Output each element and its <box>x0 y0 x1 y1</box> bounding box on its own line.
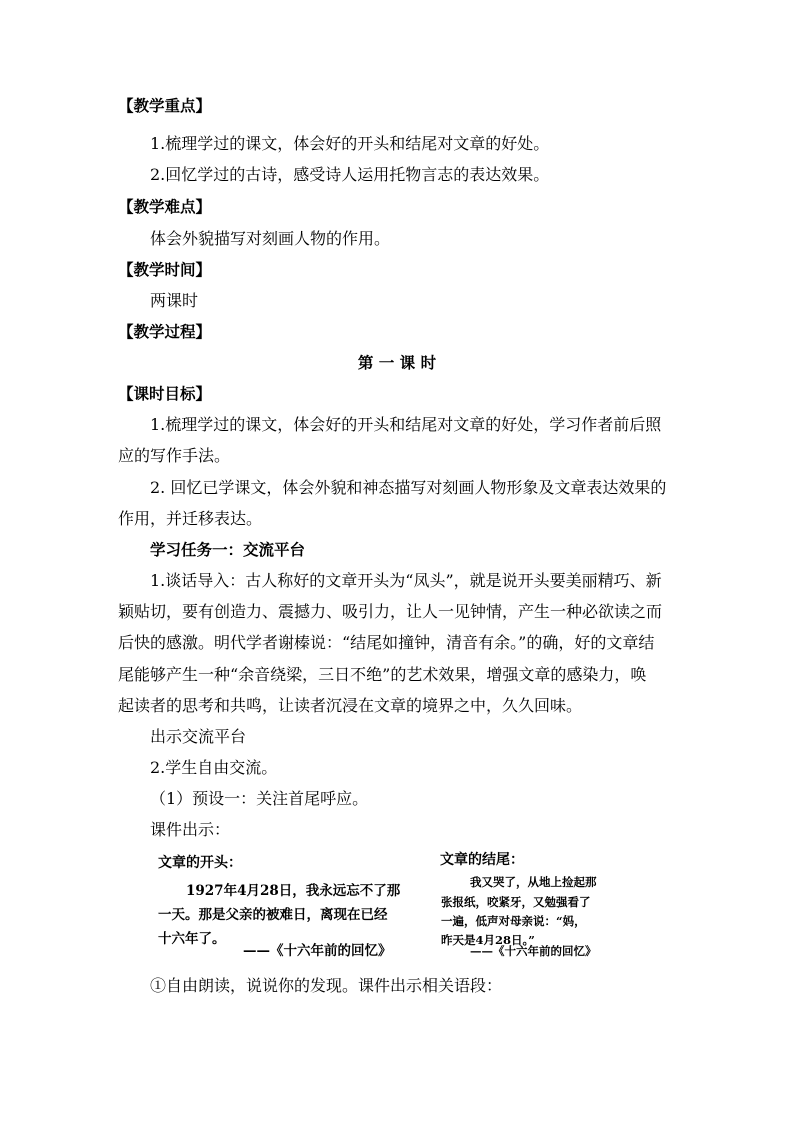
task1-heading: 学习任务一：交流平台 <box>150 541 306 559</box>
key-points-heading: 【教学重点】 <box>118 97 212 115</box>
courseware-show: 课件出示： <box>150 820 231 839</box>
slide-opening-line-2: 一天。那是父亲的被难日，离现在已经 <box>158 907 388 923</box>
slide-ending-line-4: 昨天是4月28日。” <box>441 933 535 947</box>
task1-para-line-2: 颖贴切，要有创造力、震撼力、吸引力，让人一见钟情，产生一种必欲读之而 <box>118 602 663 621</box>
key-point-1: 1.梳理学过的课文，体会好的开头和结尾对文章的好处。 <box>150 134 550 153</box>
time-text: 两课时 <box>150 291 199 310</box>
difficulty-text: 体会外貌描写对刻画人物的作用。 <box>150 229 391 248</box>
slide-opening-line-3: 十六年了。 <box>158 931 226 947</box>
goals-heading: 【课时目标】 <box>118 385 212 403</box>
slide-ending-line-2: 张报纸，咬紧牙，又勉强看了 <box>441 895 591 909</box>
goal-2-line-1: 2. 回忆已学课文，体会外貌和神态描写对刻画人物形象及文章表达效果的 <box>150 478 667 497</box>
task1-para-line-4: 尾能够产生一种“余音绕梁，三日不绝”的艺术效果，增强文章的感染力，唤 <box>118 665 647 684</box>
goal-1-line-1: 1.梳理学过的课文，体会好的开头和结尾对文章的好处，学习作者前后照 <box>150 415 662 434</box>
time-heading: 【教学时间】 <box>118 261 212 279</box>
slide-opening-title: 文章的开头： <box>158 855 242 871</box>
slide-ending-line-3: 一遍，低声对母亲说：“妈， <box>441 914 586 928</box>
key-point-2: 2.回忆学过的古诗，感受诗人运用托物言志的表达效果。 <box>150 165 550 184</box>
preset-1: （1）预设一：关注首尾呼应。 <box>150 789 369 808</box>
after-slide-instruction: ①自由朗读，说说你的发现。课件出示相关语段： <box>150 976 503 995</box>
task1-para-line-5: 起读者的思考和共鸣，让读者沉浸在文章的境界之中，久久回味。 <box>118 696 583 715</box>
task1-para-line-3: 后快的感激。明代学者谢榛说：“结尾如撞钟，清音有余。”的确，好的文章结 <box>118 633 655 652</box>
task1-para-line-1: 1.谈话导入：古人称好的文章开头为“凤头”，就是说开头要美丽精巧、新 <box>150 571 662 590</box>
lesson-title: 第 一 课 时 <box>357 354 437 372</box>
slide-ending-line-1: 我又哭了，从地上捡起那 <box>470 875 597 889</box>
free-exchange: 2.学生自由交流。 <box>150 758 278 777</box>
goal-1-line-2: 应的写作手法。 <box>118 446 231 465</box>
slide-opening-line-1: 1927年4月28日，我永远忘不了那 <box>186 883 401 899</box>
goal-2-line-2: 作用，并迁移表达。 <box>118 509 263 528</box>
slide-ending-source: ——《十六年前的回忆》 <box>470 944 597 958</box>
slide-opening-source: ——《十六年前的回忆》 <box>243 943 392 959</box>
process-heading: 【教学过程】 <box>118 323 212 341</box>
slide-ending-title: 文章的结尾： <box>440 852 524 868</box>
difficulty-heading: 【教学难点】 <box>118 198 212 216</box>
show-platform: 出示交流平台 <box>150 727 247 746</box>
